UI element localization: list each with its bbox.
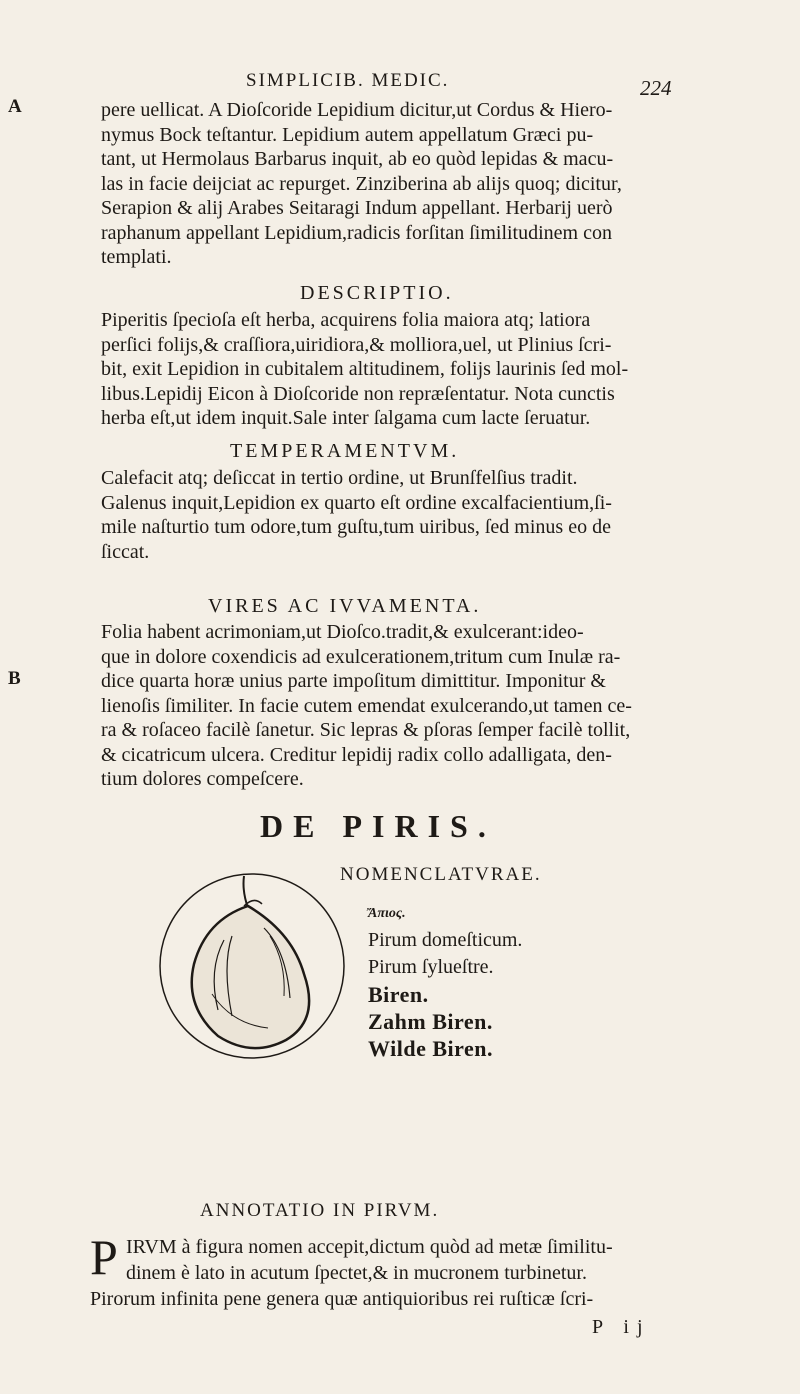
- text-line: templati.: [101, 246, 172, 268]
- german-name: Wilde Biren.: [368, 1036, 493, 1061]
- text-line: bit, exit Lepidion in cubitalem altitudinem, folijs laurinis ſed mol-: [101, 358, 629, 380]
- text-line: ſiccat.: [101, 540, 150, 563]
- nomenclature-heading: NOMENCLATVRAE.: [340, 864, 542, 885]
- text-line: nymus Bock teſtantur. Lepidium autem appellatum Græci pu-: [101, 123, 594, 146]
- text-line: herba eſt,ut idem inquit.Sale inter ſalgama cum lacte ſeruatur.: [101, 407, 591, 429]
- annotatio-heading: ANNOTATIO IN PIRVM.: [200, 1200, 440, 1221]
- text-line: que in dolore coxendicis ad exulcerationem,tritum cum Inulæ ra-: [101, 645, 621, 668]
- margin-marker-a: A: [8, 96, 22, 117]
- text-line: Serapion & alij Arabes Seitaragi Indum appellant. Herbarij uerò: [101, 197, 613, 219]
- text-line: dinem è lato in acutum ſpectet,& in mucronem turbinetur.: [126, 1262, 587, 1284]
- margin-marker-b: B: [8, 668, 21, 689]
- vires-paragraph: [101, 620, 756, 792]
- intro-paragraph: [101, 98, 756, 270]
- signature-mark: P ij: [592, 1316, 651, 1338]
- greek-name: Ἄπιος.: [368, 906, 406, 921]
- text-line: mile naſturtio tum odore,tum guſtu,tum uiribus, ſed minus eo de: [101, 516, 611, 538]
- german-name: Biren.: [368, 982, 429, 1007]
- descriptio-heading: DESCRIPTIO.: [300, 282, 454, 304]
- temperamentum-heading: TEMPERAMENTVM.: [230, 440, 460, 462]
- running-title: SIMPLICIB. MEDIC.: [246, 70, 450, 91]
- text-line: tant, ut Hermolaus Barbarus inquit, ab eo quòd lepidas & macu-: [101, 148, 614, 170]
- text-line: ra & roſaceo facilè ſanetur. Sic lepras & pſoras ſemper facilè tollit,: [101, 719, 631, 741]
- german-name: Zahm Biren.: [368, 1009, 493, 1034]
- text-line: tium dolores compeſcere.: [101, 768, 304, 790]
- vires-heading: VIRES AC IVVAMENTA.: [208, 595, 482, 617]
- text-line: perſici folijs,& craſſiora,uiridiora,& molliora,uel, ut Plinius ſcri-: [101, 333, 612, 356]
- descriptio-paragraph: [101, 308, 756, 431]
- temperamentum-paragraph: [101, 466, 756, 564]
- text-line: libus.Lepidij Eicon à Dioſcoride non repræſentatur. Nota cunctis: [101, 382, 615, 405]
- text-line: Calefacit atq; deſiccat in tertio ordine, ut Brunſfelſius tradit.: [101, 467, 578, 489]
- annotatio-paragraph: [90, 1229, 760, 1312]
- pear-woodcut-icon: [152, 866, 352, 1066]
- text-line: dice quarta horæ unius parte impoſitum dimittitur. Imponitur &: [101, 670, 606, 692]
- text-line: Folia habent acrimoniam,ut Dioſco.tradit,& exulcerant:ideo-: [101, 621, 584, 643]
- text-line: lienoſis ſimiliter. In facie cutem emendat exulcerando,ut tamen ce-: [101, 694, 632, 717]
- drop-cap: P: [90, 1229, 118, 1285]
- text-line: IRVM à figura nomen accepit,dictum quòd ad metæ ſimilitu-: [126, 1236, 613, 1258]
- chapter-title: DE PIRIS.: [260, 808, 496, 844]
- page-number: 224: [640, 76, 672, 100]
- latin-name: Pirum domeſticum.: [368, 929, 523, 951]
- text-line: raphanum appellant Lepidium,radicis forſitan ſimilitudinem con: [101, 221, 612, 244]
- text-line: Galenus inquit,Lepidion ex quarto eſt ordine excalfacientium,ſi-: [101, 491, 612, 514]
- text-line: las in facie deijciat ac repurget. Zinziberina ab alijs quoq; dicitur,: [101, 172, 622, 195]
- text-line: pere uellicat. A Dioſcoride Lepidium dicitur,ut Cordus & Hiero-: [101, 99, 613, 121]
- text-line: Piperitis ſpecioſa eſt herba, acquirens folia maiora atq; latiora: [101, 309, 591, 331]
- text-line: Pirorum infinita pene genera quæ antiquioribus rei ruſticæ ſcri-: [90, 1288, 594, 1310]
- text-line: & cicatricum ulcera. Creditur lepidij radix collo adalligata, den-: [101, 743, 612, 766]
- latin-name: Pirum ſylueſtre.: [368, 956, 494, 978]
- nomenclature-list: [368, 900, 522, 1062]
